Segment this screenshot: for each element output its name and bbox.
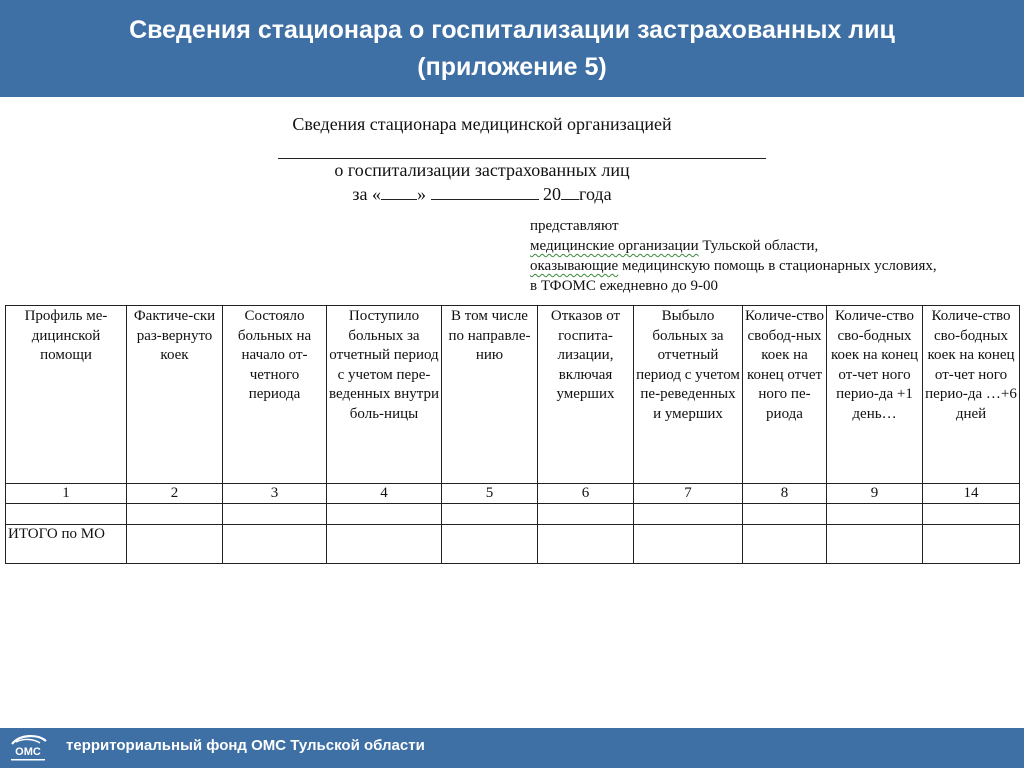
form-period-line: [0, 184, 994, 205]
logo-text: ОМС: [15, 746, 41, 758]
column-number: 2: [127, 484, 223, 504]
table-cell: [127, 525, 223, 564]
table-header-row: [6, 306, 1020, 484]
period-year: 20: [543, 184, 562, 204]
note-line-3b: медицинскую помощь в стационарных условиях,: [618, 258, 937, 274]
column-number: 6: [538, 484, 634, 504]
header-cell: Количе-ство сво-бодных коек на конец от-чет ного перио-да …+6 дней: [923, 306, 1020, 484]
table-cell: [6, 504, 127, 525]
header-cell: Поступило больных за отчетный период с учетом пере-веденных внутри боль-ницы: [327, 306, 442, 484]
total-row: [6, 525, 1020, 564]
note-line-2b: Тульской области,: [698, 238, 819, 254]
header-cell: Фактиче-ски раз-вернуто коек: [127, 306, 223, 484]
note-line-2a: медицинские организации: [530, 238, 699, 254]
table-cell: [743, 504, 827, 525]
column-number: 3: [223, 484, 327, 504]
period-prefix: за «: [352, 184, 382, 204]
table-cell: [127, 504, 223, 525]
table-cell: [442, 504, 538, 525]
table-cell: [827, 504, 923, 525]
note-line-3a: оказывающие: [530, 258, 619, 274]
column-number-row: [6, 484, 1020, 504]
header-cell: Выбыло больных за отчетный период с учетом пе-реведенных и умерших: [634, 306, 743, 484]
hospital-report-table: [5, 305, 1020, 564]
column-number: 1: [6, 484, 127, 504]
column-number: 9: [827, 484, 923, 504]
slide-footer: [0, 728, 1024, 768]
tfoms-logo-icon: [6, 730, 50, 764]
column-number: 7: [634, 484, 743, 504]
note-line-1: представляют: [530, 218, 619, 234]
table-cell: [223, 504, 327, 525]
table-row: [6, 504, 1020, 525]
form-subtitle: о госпитализации застрахованных лиц: [334, 160, 630, 180]
table-cell: [923, 525, 1020, 564]
column-number: 5: [442, 484, 538, 504]
column-number: 14: [923, 484, 1020, 504]
organization-blank-line: [278, 158, 766, 159]
day-blank: [381, 187, 417, 200]
total-label: ИТОГО по МО: [6, 525, 127, 564]
header-cell: Отказов от госпита-лизации, включая умерших: [538, 306, 634, 484]
form-title: Сведения стационара медицинской организацией: [292, 114, 672, 134]
note-line-3: [530, 256, 937, 276]
table-cell: [923, 504, 1020, 525]
note-line-2: [530, 236, 937, 256]
note-line-4: в ТФОМС ежедневно до 9-00: [530, 278, 718, 294]
slide-header: [0, 0, 1024, 97]
header-cell: Состояло больных на начало от-четного периода: [223, 306, 327, 484]
table-cell: [827, 525, 923, 564]
table-cell: [743, 525, 827, 564]
table-cell: [327, 525, 442, 564]
header-cell: Количе-ство свобод-ных коек на конец отчет ного пе-риода: [743, 306, 827, 484]
month-blank: [431, 187, 539, 200]
slide-title-line1: Сведения стационара о госпитализации застрахованных лиц: [129, 16, 895, 44]
header-cell: Количе-ство сво-бодных коек на конец от-чет ного перио-да +1 день…: [827, 306, 923, 484]
table-cell: [442, 525, 538, 564]
table-cell: [538, 525, 634, 564]
period-suffix: года: [579, 184, 612, 204]
period-mid: »: [417, 184, 427, 204]
table-cell: [634, 504, 743, 525]
slide-title-line2: (приложение 5): [417, 53, 607, 81]
header-cell: Профиль ме-дицинской помощи: [6, 306, 127, 484]
submission-note: [530, 216, 937, 296]
header-cell: В том числе по направле-нию: [442, 306, 538, 484]
table-cell: [327, 504, 442, 525]
column-number: 8: [743, 484, 827, 504]
table-cell: [634, 525, 743, 564]
table-cell: [223, 525, 327, 564]
table-cell: [538, 504, 634, 525]
column-number: 4: [327, 484, 442, 504]
footer-text: территориальный фонд ОМС Тульской области: [66, 737, 425, 754]
year-blank: [561, 187, 579, 200]
